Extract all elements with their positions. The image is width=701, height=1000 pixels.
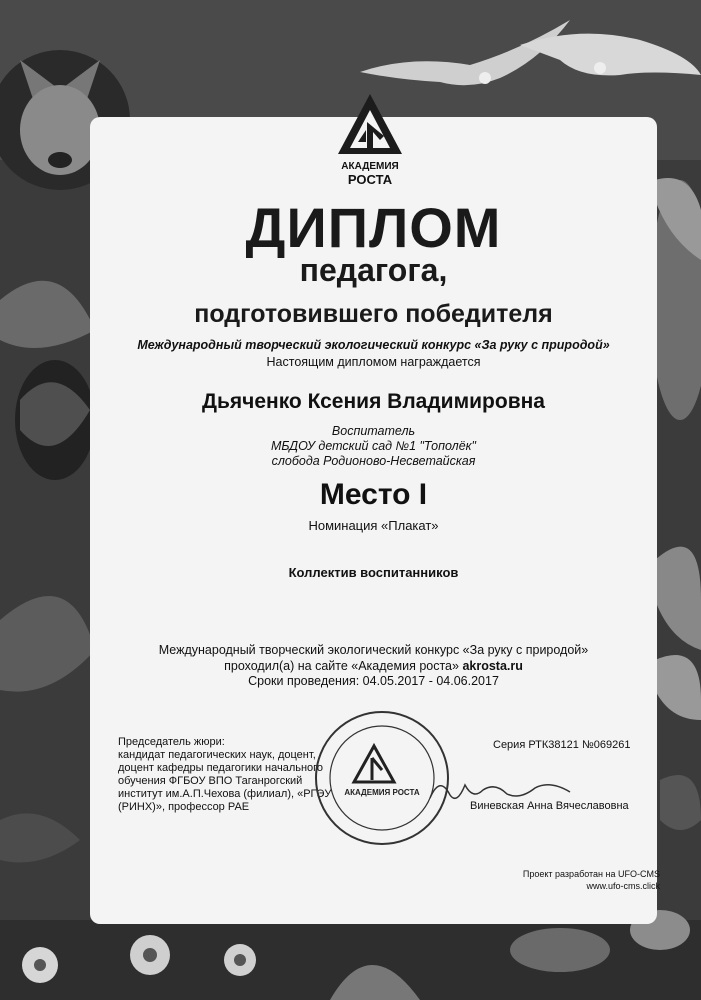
position-line-2: МБДОУ детский сад №1 "Тополёк" [271, 439, 476, 453]
position-line-3: слобода Родионово-Несветайская [271, 454, 476, 468]
position-line-1: Воспитатель [331, 424, 416, 438]
credit-link[interactable]: www.ufo-cms.click [586, 881, 660, 891]
nomination-label: Номинация «Плакат» [308, 518, 439, 533]
series-number: Серия РТК38121 №069261 [493, 739, 631, 751]
chair-line-6: (РИНХ)», профессор РАЕ [118, 801, 250, 813]
chair-line-2: кандидат педагогических наук, доцент, [118, 749, 316, 761]
recipient-name: Дьяченко Ксения Владимировна [202, 390, 545, 413]
chair-line-3: доцент кафедры педагогики начального [118, 762, 324, 774]
site-link[interactable]: akrosta.ru [462, 658, 523, 673]
chair-line-1: Председатель жюри: [118, 736, 225, 748]
stamp-name: АКАДЕМИЯ РОСТА [344, 788, 420, 797]
credit [470, 868, 660, 892]
collective-label: Коллектив воспитанников [288, 565, 459, 580]
place-label: Место I [319, 478, 428, 511]
logo-line-2: РОСТА [347, 172, 393, 187]
logo-line-1: АКАДЕМИЯ [341, 161, 399, 172]
info-line-1: Международный творческий экологический конкурс «За руку с природой» [158, 643, 589, 657]
info-line-2-text: проходил(а) на сайте «Академия роста» [224, 658, 463, 673]
diploma-title: ДИПЛОМ [245, 196, 502, 259]
diploma-subtitle-1: педагога, [299, 252, 448, 288]
info-dates: Сроки проведения: 04.05.2017 - 04.06.2017 [248, 674, 499, 688]
contest-info [90, 643, 657, 690]
signer-name: Виневская Анна Вячеславовна [470, 800, 629, 812]
awarded-line: Настоящим дипломом награждается [266, 355, 481, 369]
logo-text [320, 160, 420, 186]
chair-line-5: институт им.А.П.Чехова (филиал), «РГЭУ [118, 788, 332, 800]
info-line-2 [90, 659, 657, 675]
chair-line-4: обучения ФГБОУ ВПО Таганрогский [118, 775, 303, 787]
recipient-position [90, 424, 657, 469]
diploma-subtitle-2: подготовившего победителя [194, 300, 553, 328]
credit-line-1: Проект разработан на UFO-CMS [522, 869, 660, 879]
contest-name: Международный творческий экологический конкурс «За руку с природой» [137, 338, 610, 352]
